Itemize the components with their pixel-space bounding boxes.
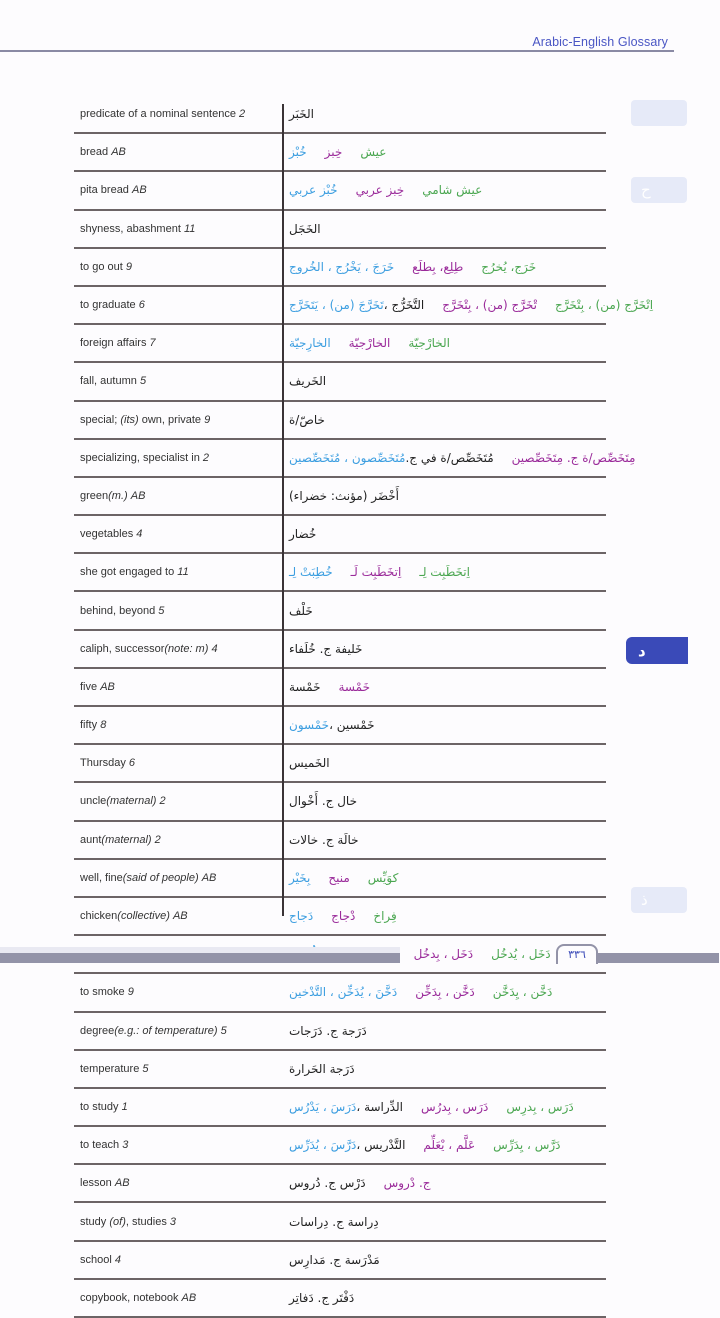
english-term xyxy=(74,375,286,387)
arabic-terms xyxy=(289,783,606,819)
english-term xyxy=(74,681,286,693)
arabic-terms xyxy=(289,669,606,705)
arabic-terms xyxy=(289,1203,606,1239)
arabic-msa: الخارِجيّة xyxy=(289,336,331,351)
arabic-term-group xyxy=(373,909,396,923)
usage-note: (of) xyxy=(109,1215,126,1228)
english-text-cont: own, private xyxy=(138,413,202,426)
arabic-terms xyxy=(289,898,606,934)
arabic-base: خَلْف xyxy=(289,603,313,618)
arabic-term-group xyxy=(408,336,450,350)
lesson-reference: 8 xyxy=(100,719,107,732)
english-text: fall, autumn xyxy=(80,375,137,388)
glossary-row xyxy=(74,822,606,860)
lesson-reference: 5 xyxy=(139,375,147,388)
english-text: study xyxy=(80,1215,110,1228)
arabic-term-group xyxy=(493,1138,560,1152)
page-header-title: Arabic-English Glossary xyxy=(532,35,668,49)
lesson-reference: 2 xyxy=(239,108,246,121)
footer-rule-right xyxy=(597,953,719,963)
arabic-term-group xyxy=(289,1062,355,1076)
arabic-msa: دَجاج xyxy=(289,909,314,924)
arabic-term-group xyxy=(289,565,333,579)
glossary-row xyxy=(74,1051,606,1089)
arabic-base: خَليفة ج. خُلَفاء xyxy=(289,641,363,656)
arabic-term-group xyxy=(289,794,357,808)
glossary-row xyxy=(74,172,606,210)
glossary-row xyxy=(74,1280,606,1318)
english-term xyxy=(74,452,286,464)
arabic-terms xyxy=(289,1242,606,1278)
lesson-reference: 5 xyxy=(142,1062,149,1075)
arabic-msa: خَرَجَ ، يَخْرُج ، الخُروج xyxy=(289,259,395,274)
arabic-egy: تْخَرَّج (من) ، بِتْخَرَّج xyxy=(442,298,537,313)
arabic-term-group xyxy=(289,1100,403,1114)
arabic-lev: عيش شامي xyxy=(422,183,483,198)
arabic-term-group xyxy=(289,1253,380,1267)
arabic-terms xyxy=(289,592,606,628)
glossary-row xyxy=(74,363,606,401)
english-term xyxy=(74,299,286,311)
english-text: to smoke xyxy=(80,986,125,999)
arabic-term-group xyxy=(289,1291,354,1305)
arabic-msa: دَرَسَ ، يَدْرُس xyxy=(289,1099,357,1114)
lesson-reference: AB xyxy=(132,184,147,197)
glossary-row xyxy=(74,96,606,134)
lesson-reference: AB xyxy=(181,1291,197,1304)
arabic-base: مَدْرَسة ج. مَدارِس xyxy=(289,1252,380,1267)
english-term xyxy=(74,1063,286,1075)
arabic-term-group xyxy=(289,642,362,656)
arabic-term-group xyxy=(289,909,313,923)
lesson-reference: 6 xyxy=(138,299,145,312)
glossary-row xyxy=(74,287,654,325)
arabic-egy: دَخَّن ، بِدَخِّن xyxy=(415,985,475,1000)
arabic-terms xyxy=(289,363,606,399)
glossary-row xyxy=(74,592,606,630)
arabic-term-group xyxy=(289,604,313,618)
arabic-terms xyxy=(289,440,636,476)
glossary-row xyxy=(74,554,606,592)
english-term xyxy=(74,146,286,158)
arabic-terms xyxy=(289,211,606,247)
english-text: she got engaged to xyxy=(80,566,175,579)
english-text-cont: , studies xyxy=(125,1215,167,1228)
arabic-terms xyxy=(289,134,606,170)
arabic-msa: خُبْز عربي xyxy=(289,183,338,198)
glossary-row xyxy=(74,1127,606,1165)
arabic-terms xyxy=(289,822,606,858)
arabic-term-group xyxy=(512,451,636,465)
arabic-msa: مُتَخَصِّصون ، مُتَخَصِّصين xyxy=(289,450,406,465)
column-divider xyxy=(282,104,284,916)
english-text: vegetables xyxy=(80,528,134,541)
english-term xyxy=(74,1254,286,1266)
arabic-term-group xyxy=(289,1215,379,1229)
arabic-term-group xyxy=(289,833,359,847)
arabic-terms xyxy=(289,1280,606,1316)
arabic-term-group xyxy=(289,680,321,694)
arabic-term-group xyxy=(289,260,394,274)
arabic-term-group xyxy=(349,336,391,350)
arabic-term-group xyxy=(289,1138,405,1152)
english-term xyxy=(74,1101,286,1113)
english-text: aunt xyxy=(80,833,102,846)
arabic-msa: دَرَّسَ ، يُدَرِّس xyxy=(289,1138,357,1153)
arabic-terms xyxy=(289,860,606,896)
arabic-egy: مِتَخَصِّص/ة ج. مِتَخَصِّصين xyxy=(511,450,636,465)
lesson-reference: AB xyxy=(130,489,146,502)
english-term xyxy=(74,1292,286,1304)
arabic-msa: خَمْسون xyxy=(289,718,330,733)
arabic-term-group xyxy=(412,260,463,274)
arabic-terms xyxy=(289,974,606,1010)
arabic-terms xyxy=(289,478,606,514)
arabic-base: الخَبَر xyxy=(289,107,314,122)
arabic-term-group xyxy=(339,680,371,694)
arabic-egy: دْجاج xyxy=(331,909,356,924)
arabic-term-group xyxy=(289,336,331,350)
lesson-reference: 6 xyxy=(128,757,136,770)
english-text: degree xyxy=(80,1024,115,1037)
arabic-term-group xyxy=(289,718,375,732)
arabic-terms xyxy=(289,1089,606,1125)
arabic-base: التَّدْريس ، xyxy=(356,1138,406,1153)
section-tab-faded-dhal[interactable]: ذ xyxy=(631,887,687,913)
arabic-terms xyxy=(289,1165,606,1201)
arabic-egy: عَلَّم ، يْعَلِّم xyxy=(423,1138,476,1153)
glossary-row xyxy=(74,249,606,287)
english-term xyxy=(74,834,286,846)
glossary-row xyxy=(74,516,606,554)
english-term xyxy=(74,261,286,273)
english-term xyxy=(74,872,286,884)
english-text: fifty xyxy=(80,719,98,732)
arabic-terms xyxy=(289,402,606,438)
arabic-term-group xyxy=(555,298,653,312)
arabic-egy: منيح xyxy=(328,870,350,885)
english-text: school xyxy=(80,1253,112,1266)
english-text: Thursday xyxy=(80,757,126,770)
english-text: to graduate xyxy=(80,299,136,312)
english-text: lesson xyxy=(80,1177,112,1190)
glossary-row xyxy=(74,669,606,707)
lesson-reference: AB xyxy=(201,871,217,884)
arabic-base: دَرَجة الحَرارة xyxy=(289,1061,355,1076)
glossary-table xyxy=(74,96,654,1318)
lesson-reference: 4 xyxy=(114,1253,121,1266)
arabic-terms xyxy=(289,96,606,132)
english-text: five xyxy=(80,680,98,693)
arabic-term-group xyxy=(289,374,326,388)
arabic-term-group xyxy=(289,222,321,236)
glossary-row xyxy=(74,707,606,745)
arabic-base: دَفْتَر ج. دَفاتِر xyxy=(289,1290,355,1305)
lesson-reference: 7 xyxy=(149,337,156,350)
arabic-term-group xyxy=(384,1176,431,1190)
usage-note: (maternal) xyxy=(101,833,152,846)
english-text: copybook, notebook xyxy=(80,1291,179,1304)
lesson-reference: 4 xyxy=(211,642,218,655)
arabic-base: خَمْسين ، xyxy=(329,718,375,733)
arabic-lev: اِتْخَرَّج (من) ، بِتْخَرَّج xyxy=(554,298,654,313)
glossary-row xyxy=(74,1203,606,1241)
english-text: foreign affairs xyxy=(80,337,147,350)
english-text: well, fine xyxy=(80,871,123,884)
glossary-row xyxy=(74,1242,606,1280)
arabic-lev: فِراخ xyxy=(373,909,397,924)
arabic-term-group xyxy=(414,947,474,961)
usage-note: (collective) xyxy=(117,910,170,923)
arabic-base: دَرَجة ج. دَرَجات xyxy=(289,1023,367,1038)
usage-note: (its) xyxy=(120,413,139,426)
english-term xyxy=(74,1216,286,1228)
lesson-reference: 2 xyxy=(159,795,166,808)
arabic-term-group xyxy=(289,489,399,503)
glossary-row xyxy=(74,783,606,821)
arabic-egy: دَرَس ، بِدرُس xyxy=(420,1099,489,1114)
arabic-msa: تَخَرَّجَ (من) ، يَتَخَرَّج xyxy=(289,298,384,313)
usage-note: (maternal) xyxy=(106,795,157,808)
english-term xyxy=(74,910,286,922)
arabic-lev: اِتخَطَبِت لِـ xyxy=(419,565,470,580)
english-term xyxy=(74,108,286,120)
lesson-reference: 2 xyxy=(202,451,210,464)
footer-rule xyxy=(0,953,400,963)
arabic-base: دَرْس ج. دُروس xyxy=(289,1176,366,1191)
english-text: chicken xyxy=(80,910,118,923)
arabic-base: أَخْضَر (مؤنث: خضراء) xyxy=(289,488,399,503)
arabic-terms xyxy=(289,516,606,552)
section-tab-faded-ha[interactable]: ح xyxy=(631,177,687,203)
english-text: bread xyxy=(80,146,109,159)
arabic-base: خالَة ج. خالات xyxy=(289,832,359,847)
arabic-terms xyxy=(289,707,606,743)
english-term xyxy=(74,757,286,769)
arabic-lev: كوَيِّس xyxy=(367,870,399,885)
arabic-base: خُضار xyxy=(289,527,317,542)
arabic-term-group xyxy=(289,985,397,999)
lesson-reference: 4 xyxy=(136,528,143,541)
english-text: to teach xyxy=(80,1139,120,1152)
arabic-base: الخَريف xyxy=(289,374,327,389)
arabic-term-group xyxy=(289,451,494,465)
arabic-msa: بِخَيْر xyxy=(289,870,311,885)
arabic-egy: خِبز xyxy=(324,145,343,160)
arabic-base: دِراسة ج. دِراسات xyxy=(289,1214,379,1229)
lesson-reference: 3 xyxy=(169,1215,177,1228)
arabic-term-group xyxy=(331,909,355,923)
usage-note: (e.g.: of temperature) xyxy=(114,1024,218,1037)
lesson-reference: 9 xyxy=(125,260,133,273)
english-text: predicate of a nominal sentence xyxy=(80,108,236,121)
arabic-base: خال ج. أَخْوال xyxy=(289,794,357,809)
arabic-lev: عيش xyxy=(360,145,387,160)
english-text: green xyxy=(80,489,109,502)
arabic-base: الخَميس xyxy=(289,756,330,771)
page-number: ٣٣٦ xyxy=(556,944,598,964)
glossary-row xyxy=(74,631,606,669)
arabic-egy: اِتخَطَبِت لَـ xyxy=(350,565,402,580)
section-tab-active-dal[interactable]: د xyxy=(626,637,688,664)
arabic-base: مُتَخَصِّص/ة في ج. xyxy=(405,450,494,465)
glossary-row xyxy=(74,478,606,516)
arabic-term-group xyxy=(289,527,316,541)
arabic-lev: دَرَس ، بِدرِس xyxy=(506,1099,574,1114)
arabic-msa: خُطِبَتْ لِـ xyxy=(289,565,333,580)
glossary-row xyxy=(74,211,606,249)
arabic-term-group xyxy=(356,183,405,197)
glossary-row xyxy=(74,440,636,478)
arabic-term-group xyxy=(422,183,482,197)
arabic-term-group xyxy=(289,871,310,885)
arabic-base: الدِّراسة ، xyxy=(356,1099,403,1114)
lesson-reference: AB xyxy=(172,910,188,923)
arabic-base: خاصّ/ة xyxy=(289,412,325,427)
english-text: to go out xyxy=(80,260,123,273)
lesson-reference: 1 xyxy=(121,1100,128,1113)
glossary-row xyxy=(74,134,606,172)
english-text: temperature xyxy=(80,1062,140,1075)
arabic-term-group xyxy=(493,985,553,999)
glossary-row xyxy=(74,1013,606,1051)
arabic-term-group xyxy=(328,871,349,885)
english-term xyxy=(74,719,286,731)
arabic-base: الخَجَل xyxy=(289,221,321,236)
arabic-term-group xyxy=(419,565,470,579)
arabic-term-group xyxy=(289,756,330,770)
arabic-egy: طِلِع، بِطلَع xyxy=(412,259,464,274)
arabic-msa: دَخَّنَ ، يُدَخِّن ، التَّدْخين xyxy=(289,985,398,1000)
arabic-term-group xyxy=(423,1138,475,1152)
arabic-terms xyxy=(289,325,606,361)
arabic-base: خَمْسة xyxy=(289,679,321,694)
arabic-term-group xyxy=(289,145,307,159)
arabic-terms xyxy=(289,172,606,208)
lesson-reference: 11 xyxy=(183,222,196,235)
glossary-row xyxy=(74,745,606,783)
lesson-reference: 3 xyxy=(122,1139,129,1152)
english-term xyxy=(74,605,286,617)
arabic-term-group xyxy=(289,107,314,121)
lesson-reference: 11 xyxy=(177,566,189,579)
arabic-term-group xyxy=(368,871,399,885)
lesson-reference: 2 xyxy=(154,833,161,846)
glossary-row xyxy=(74,1089,606,1127)
arabic-lev: خَرَج، يُخرُج xyxy=(481,259,537,274)
arabic-terms xyxy=(289,1013,606,1049)
english-text: to study xyxy=(80,1100,119,1113)
english-text: pita bread xyxy=(80,184,129,197)
arabic-lev: دَخَّن ، يِدَخَّن xyxy=(492,985,553,1000)
arabic-terms xyxy=(289,554,606,590)
arabic-term-group xyxy=(289,298,424,312)
glossary-row xyxy=(74,898,606,936)
english-text: special; xyxy=(80,413,121,426)
arabic-term-group xyxy=(360,145,386,159)
lesson-reference: AB xyxy=(114,1177,130,1190)
arabic-egy: خَمْسة xyxy=(338,679,370,694)
english-term xyxy=(74,1025,286,1037)
arabic-term-group xyxy=(481,260,536,274)
arabic-terms xyxy=(289,745,606,781)
glossary-row xyxy=(74,325,606,363)
arabic-egy: دَخَل ، بِدخُل xyxy=(413,947,474,962)
arabic-term-group xyxy=(289,1176,366,1190)
section-tab-faded-top[interactable] xyxy=(631,100,687,126)
lesson-reference: AB xyxy=(111,146,126,159)
arabic-terms xyxy=(289,287,654,323)
arabic-terms xyxy=(289,1051,606,1087)
glossary-row xyxy=(74,402,606,440)
lesson-reference: AB xyxy=(100,680,115,693)
english-term xyxy=(74,795,286,807)
english-term xyxy=(74,414,286,426)
arabic-term-group xyxy=(491,947,551,961)
arabic-terms xyxy=(289,249,606,285)
arabic-egy: الخارْجيّة xyxy=(348,336,391,351)
english-text: uncle xyxy=(80,795,107,808)
english-text: caliph, successor xyxy=(80,642,165,655)
english-text: behind, beyond xyxy=(80,604,156,617)
arabic-term-group xyxy=(421,1100,488,1114)
arabic-term-group xyxy=(289,183,338,197)
usage-note: (note: m) xyxy=(164,642,209,655)
english-term xyxy=(74,184,286,196)
arabic-lev: الخارْجيّة xyxy=(408,336,451,351)
english-term xyxy=(74,643,286,655)
usage-note: (m.) xyxy=(108,489,128,502)
glossary-row xyxy=(74,1165,606,1203)
english-text: shyness, abashment xyxy=(80,222,181,235)
english-text: specializing, specialist in xyxy=(80,451,200,464)
arabic-term-group xyxy=(289,413,325,427)
header-rule xyxy=(0,50,674,52)
arabic-term-group xyxy=(325,145,343,159)
arabic-term-group xyxy=(442,298,537,312)
glossary-row xyxy=(74,974,606,1012)
english-term xyxy=(74,490,286,502)
english-term xyxy=(74,1139,286,1151)
english-term xyxy=(74,528,286,540)
usage-note: (said of people) xyxy=(122,871,199,884)
arabic-egy: ج. دْروس xyxy=(383,1176,431,1191)
lesson-reference: 5 xyxy=(158,604,165,617)
arabic-term-group xyxy=(506,1100,573,1114)
arabic-term-group xyxy=(289,1024,367,1038)
english-term xyxy=(74,223,286,235)
lesson-reference: 5 xyxy=(220,1024,227,1037)
english-term xyxy=(74,1177,286,1189)
arabic-lev: دَرَّس ، يِدَرِّس xyxy=(493,1138,561,1153)
arabic-base: التَّخَرُّج ، xyxy=(383,298,425,313)
lesson-reference: 9 xyxy=(127,986,134,999)
english-term xyxy=(74,986,286,998)
english-term xyxy=(74,337,286,349)
lesson-reference: 9 xyxy=(204,413,211,426)
arabic-msa: خُبْز xyxy=(289,145,307,160)
arabic-term-group xyxy=(415,985,475,999)
arabic-lev: دَخَل ، يُدخُل xyxy=(491,947,551,962)
arabic-term-group xyxy=(351,565,402,579)
english-term xyxy=(74,566,286,578)
arabic-terms xyxy=(289,1127,606,1163)
arabic-terms xyxy=(289,631,606,667)
glossary-row xyxy=(74,860,606,898)
arabic-egy: خِبز عربي xyxy=(355,183,405,198)
